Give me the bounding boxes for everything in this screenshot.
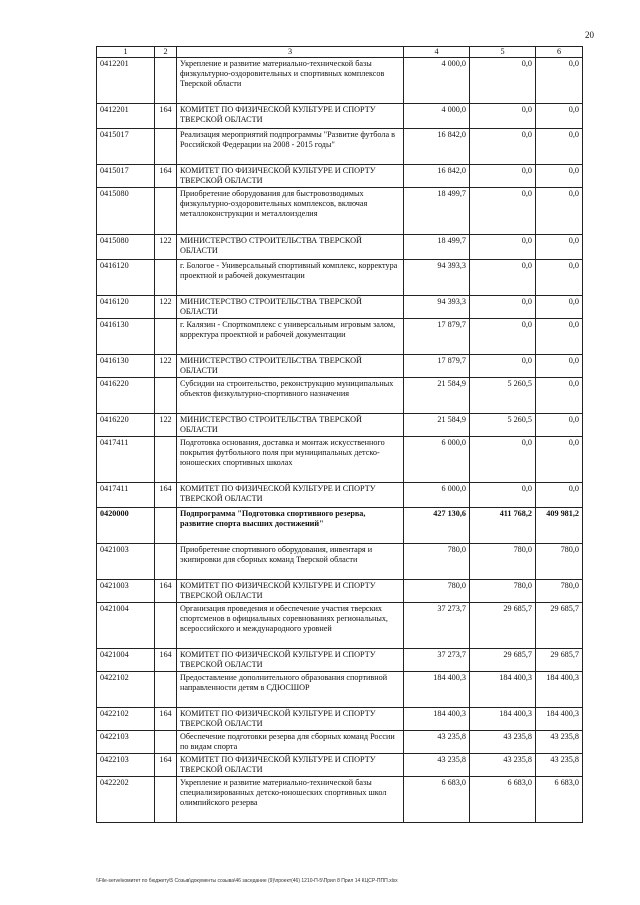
grp-cell	[155, 544, 177, 580]
value-col-6: 29 685,7	[536, 649, 583, 672]
table-row	[97, 378, 583, 414]
table-row	[97, 483, 583, 508]
value-col-6: 184 400,3	[536, 672, 583, 708]
grp-cell: 164	[155, 165, 177, 188]
value-col-5: 6 683,0	[470, 777, 536, 823]
value-col-6: 0,0	[536, 355, 583, 378]
name-cell: КОМИТЕТ ПО ФИЗИЧЕСКОЙ КУЛЬТУРЕ И СПОРТУ ТВЕРСКОЙ ОБЛАСТИ	[177, 649, 404, 672]
header-col-2: 2	[155, 47, 177, 58]
value-col-4: 780,0	[404, 544, 470, 580]
value-col-4: 37 273,7	[404, 649, 470, 672]
name-cell: Подготовка основания, доставка и монтаж искусственного покрытия футбольного поля при муниципальных детско-юношеских спортивных школах	[177, 437, 404, 483]
value-col-6: 0,0	[536, 235, 583, 260]
value-col-4: 16 842,0	[404, 165, 470, 188]
grp-cell	[155, 58, 177, 104]
code-cell: 0416120	[97, 296, 155, 319]
table-row	[97, 777, 583, 823]
code-cell: 0415017	[97, 165, 155, 188]
file-path-footer: \\File-serve\комитет по бюджету\5 Созыв\документы созыва\46 заседание (9)\проект(46) 1210-П-5\Прил 8 Прил 14 КЦСР-ППП.xlsx	[96, 878, 398, 884]
grp-cell	[155, 129, 177, 165]
value-col-4: 427 130,6	[404, 508, 470, 544]
table-row	[97, 544, 583, 580]
value-col-6: 43 235,8	[536, 731, 583, 754]
value-col-4: 17 879,7	[404, 355, 470, 378]
grp-cell	[155, 378, 177, 414]
table-row	[97, 260, 583, 296]
code-cell: 0417411	[97, 437, 155, 483]
code-cell: 0422103	[97, 754, 155, 777]
grp-cell: 122	[155, 296, 177, 319]
name-cell: КОМИТЕТ ПО ФИЗИЧЕСКОЙ КУЛЬТУРЕ И СПОРТУ ТВЕРСКОЙ ОБЛАСТИ	[177, 104, 404, 129]
value-col-5: 780,0	[470, 544, 536, 580]
value-col-6: 0,0	[536, 414, 583, 437]
value-col-5: 0,0	[470, 129, 536, 165]
value-col-6: 780,0	[536, 580, 583, 603]
value-col-5: 5 260,5	[470, 414, 536, 437]
value-col-5: 0,0	[470, 165, 536, 188]
value-col-6: 43 235,8	[536, 754, 583, 777]
value-col-4: 18 499,7	[404, 188, 470, 235]
name-cell: МИНИСТЕРСТВО СТРОИТЕЛЬСТВА ТВЕРСКОЙ ОБЛАСТИ	[177, 414, 404, 437]
table-row	[97, 319, 583, 355]
value-col-6: 0,0	[536, 104, 583, 129]
grp-cell: 164	[155, 483, 177, 508]
budget-table	[96, 46, 583, 823]
table-row	[97, 58, 583, 104]
code-cell: 0416220	[97, 414, 155, 437]
value-col-6: 0,0	[536, 319, 583, 355]
code-cell: 0416130	[97, 355, 155, 378]
value-col-5: 184 400,3	[470, 708, 536, 731]
value-col-4: 184 400,3	[404, 672, 470, 708]
name-cell: КОМИТЕТ ПО ФИЗИЧЕСКОЙ КУЛЬТУРЕ И СПОРТУ ТВЕРСКОЙ ОБЛАСТИ	[177, 754, 404, 777]
code-cell: 0416130	[97, 319, 155, 355]
code-cell: 0415080	[97, 188, 155, 235]
value-col-6: 0,0	[536, 260, 583, 296]
value-col-6: 409 981,2	[536, 508, 583, 544]
value-col-4: 94 393,3	[404, 260, 470, 296]
name-cell: Предоставление дополнительного образования спортивной направленности детям в СДЮСШОР	[177, 672, 404, 708]
value-col-4: 4 000,0	[404, 58, 470, 104]
name-cell: МИНИСТЕРСТВО СТРОИТЕЛЬСТВА ТВЕРСКОЙ ОБЛАСТИ	[177, 296, 404, 319]
value-col-5: 0,0	[470, 58, 536, 104]
name-cell: Приобретение оборудования для быстровозводимых физкультурно-оздоровительных комплексов, включая металлоконструкции и металлоизделия	[177, 188, 404, 235]
code-cell: 0421003	[97, 544, 155, 580]
table-row	[97, 296, 583, 319]
name-cell: МИНИСТЕРСТВО СТРОИТЕЛЬСТВА ТВЕРСКОЙ ОБЛАСТИ	[177, 355, 404, 378]
code-cell: 0415080	[97, 235, 155, 260]
code-cell: 0421004	[97, 603, 155, 649]
name-cell: Субсидии на строительство, реконструкцию муниципальных объектов физкультурно-спортивного назначения	[177, 378, 404, 414]
value-col-4: 43 235,8	[404, 731, 470, 754]
code-cell: 0412201	[97, 104, 155, 129]
value-col-5: 5 260,5	[470, 378, 536, 414]
table-row	[97, 508, 583, 544]
table-row	[97, 129, 583, 165]
table-row	[97, 355, 583, 378]
grp-cell	[155, 777, 177, 823]
value-col-5: 0,0	[470, 104, 536, 129]
grp-cell	[155, 508, 177, 544]
grp-cell	[155, 319, 177, 355]
code-cell: 0422102	[97, 708, 155, 731]
value-col-4: 6 000,0	[404, 483, 470, 508]
table-row	[97, 649, 583, 672]
value-col-6: 0,0	[536, 188, 583, 235]
table-row	[97, 165, 583, 188]
value-col-5: 43 235,8	[470, 731, 536, 754]
table-row	[97, 104, 583, 129]
value-col-5: 0,0	[470, 355, 536, 378]
value-col-5: 29 685,7	[470, 649, 536, 672]
value-col-4: 780,0	[404, 580, 470, 603]
table-row	[97, 672, 583, 708]
value-col-5: 43 235,8	[470, 754, 536, 777]
value-col-4: 4 000,0	[404, 104, 470, 129]
header-col-1: 1	[97, 47, 155, 58]
name-cell: Укрепление и развитие материально-технической базы специализированных детско-юношеских спортивных школ олимпийского резерва	[177, 777, 404, 823]
value-col-4: 37 273,7	[404, 603, 470, 649]
value-col-6: 0,0	[536, 437, 583, 483]
value-col-6: 0,0	[536, 129, 583, 165]
name-cell: Реализация мероприятий подпрограммы "Развитие футбола в Российской Федерации на 2008 - 2015 годы"	[177, 129, 404, 165]
name-cell: КОМИТЕТ ПО ФИЗИЧЕСКОЙ КУЛЬТУРЕ И СПОРТУ ТВЕРСКОЙ ОБЛАСТИ	[177, 165, 404, 188]
value-col-5: 0,0	[470, 483, 536, 508]
header-col-6: 6	[536, 47, 583, 58]
code-cell: 0416220	[97, 378, 155, 414]
value-col-4: 43 235,8	[404, 754, 470, 777]
code-cell: 0412201	[97, 58, 155, 104]
value-col-5: 780,0	[470, 580, 536, 603]
table-row	[97, 235, 583, 260]
value-col-5: 0,0	[470, 260, 536, 296]
value-col-6: 184 400,3	[536, 708, 583, 731]
value-col-4: 17 879,7	[404, 319, 470, 355]
grp-cell	[155, 188, 177, 235]
name-cell: КОМИТЕТ ПО ФИЗИЧЕСКОЙ КУЛЬТУРЕ И СПОРТУ ТВЕРСКОЙ ОБЛАСТИ	[177, 483, 404, 508]
name-cell: Приобретение спортивного оборудования, инвентаря и экипировки для сборных команд Тверской области	[177, 544, 404, 580]
grp-cell: 164	[155, 104, 177, 129]
table-row	[97, 603, 583, 649]
table-row	[97, 754, 583, 777]
page-number: 20	[585, 30, 594, 40]
code-cell: 0422103	[97, 731, 155, 754]
grp-cell: 164	[155, 754, 177, 777]
grp-cell	[155, 260, 177, 296]
name-cell: КОМИТЕТ ПО ФИЗИЧЕСКОЙ КУЛЬТУРЕ И СПОРТУ ТВЕРСКОЙ ОБЛАСТИ	[177, 580, 404, 603]
code-cell: 0422202	[97, 777, 155, 823]
name-cell: Организация проведения и обеспечение участия тверских спортсменов в официальных соревнованиях региональных, всероссийского и международного уровней	[177, 603, 404, 649]
name-cell: МИНИСТЕРСТВО СТРОИТЕЛЬСТВА ТВЕРСКОЙ ОБЛАСТИ	[177, 235, 404, 260]
value-col-5: 411 768,2	[470, 508, 536, 544]
value-col-4: 184 400,3	[404, 708, 470, 731]
code-cell: 0420000	[97, 508, 155, 544]
value-col-6: 0,0	[536, 483, 583, 508]
name-cell: Укрепление и развитие материально-технической базы физкультурно-оздоровительных и спортивных комплексов Тверской области	[177, 58, 404, 104]
code-cell: 0416120	[97, 260, 155, 296]
value-col-4: 21 584,9	[404, 378, 470, 414]
table-row	[97, 731, 583, 754]
grp-cell: 122	[155, 355, 177, 378]
value-col-4: 6 683,0	[404, 777, 470, 823]
grp-cell	[155, 731, 177, 754]
grp-cell: 164	[155, 708, 177, 731]
value-col-5: 0,0	[470, 235, 536, 260]
value-col-6: 0,0	[536, 378, 583, 414]
value-col-5: 0,0	[470, 437, 536, 483]
grp-cell	[155, 672, 177, 708]
value-col-4: 6 000,0	[404, 437, 470, 483]
value-col-4: 16 842,0	[404, 129, 470, 165]
value-col-4: 18 499,7	[404, 235, 470, 260]
table-row	[97, 580, 583, 603]
grp-cell: 164	[155, 649, 177, 672]
value-col-5: 184 400,3	[470, 672, 536, 708]
name-cell: г. Бологое - Универсальный спортивный комплекс, корректура проектной и рабочей документации	[177, 260, 404, 296]
value-col-6: 0,0	[536, 296, 583, 319]
value-col-5: 0,0	[470, 296, 536, 319]
value-col-6: 0,0	[536, 165, 583, 188]
header-col-5: 5	[470, 47, 536, 58]
value-col-6: 6 683,0	[536, 777, 583, 823]
value-col-5: 0,0	[470, 319, 536, 355]
value-col-6: 0,0	[536, 58, 583, 104]
value-col-6: 29 685,7	[536, 603, 583, 649]
name-cell: Обеспечение подготовки резерва для сборных команд России по видам спорта	[177, 731, 404, 754]
grp-cell: 122	[155, 235, 177, 260]
table-row	[97, 188, 583, 235]
code-cell: 0421003	[97, 580, 155, 603]
grp-cell	[155, 603, 177, 649]
header-col-3: 3	[177, 47, 404, 58]
grp-cell: 164	[155, 580, 177, 603]
value-col-4: 94 393,3	[404, 296, 470, 319]
value-col-5: 0,0	[470, 188, 536, 235]
code-cell: 0417411	[97, 483, 155, 508]
value-col-5: 29 685,7	[470, 603, 536, 649]
table-row	[97, 708, 583, 731]
name-cell: Подпрограмма "Подготовка спортивного резерва, развитие спорта высших достижений"	[177, 508, 404, 544]
table-row	[97, 414, 583, 437]
code-cell: 0422102	[97, 672, 155, 708]
code-cell: 0415017	[97, 129, 155, 165]
grp-cell	[155, 437, 177, 483]
header-col-4: 4	[404, 47, 470, 58]
name-cell: г. Калязин - Спорткомплекс с универсальным игровым залом, корректура проектной и рабочей документации	[177, 319, 404, 355]
code-cell: 0421004	[97, 649, 155, 672]
header-row	[97, 47, 583, 58]
name-cell: КОМИТЕТ ПО ФИЗИЧЕСКОЙ КУЛЬТУРЕ И СПОРТУ ТВЕРСКОЙ ОБЛАСТИ	[177, 708, 404, 731]
value-col-6: 780,0	[536, 544, 583, 580]
table-row	[97, 437, 583, 483]
grp-cell: 122	[155, 414, 177, 437]
value-col-4: 21 584,9	[404, 414, 470, 437]
